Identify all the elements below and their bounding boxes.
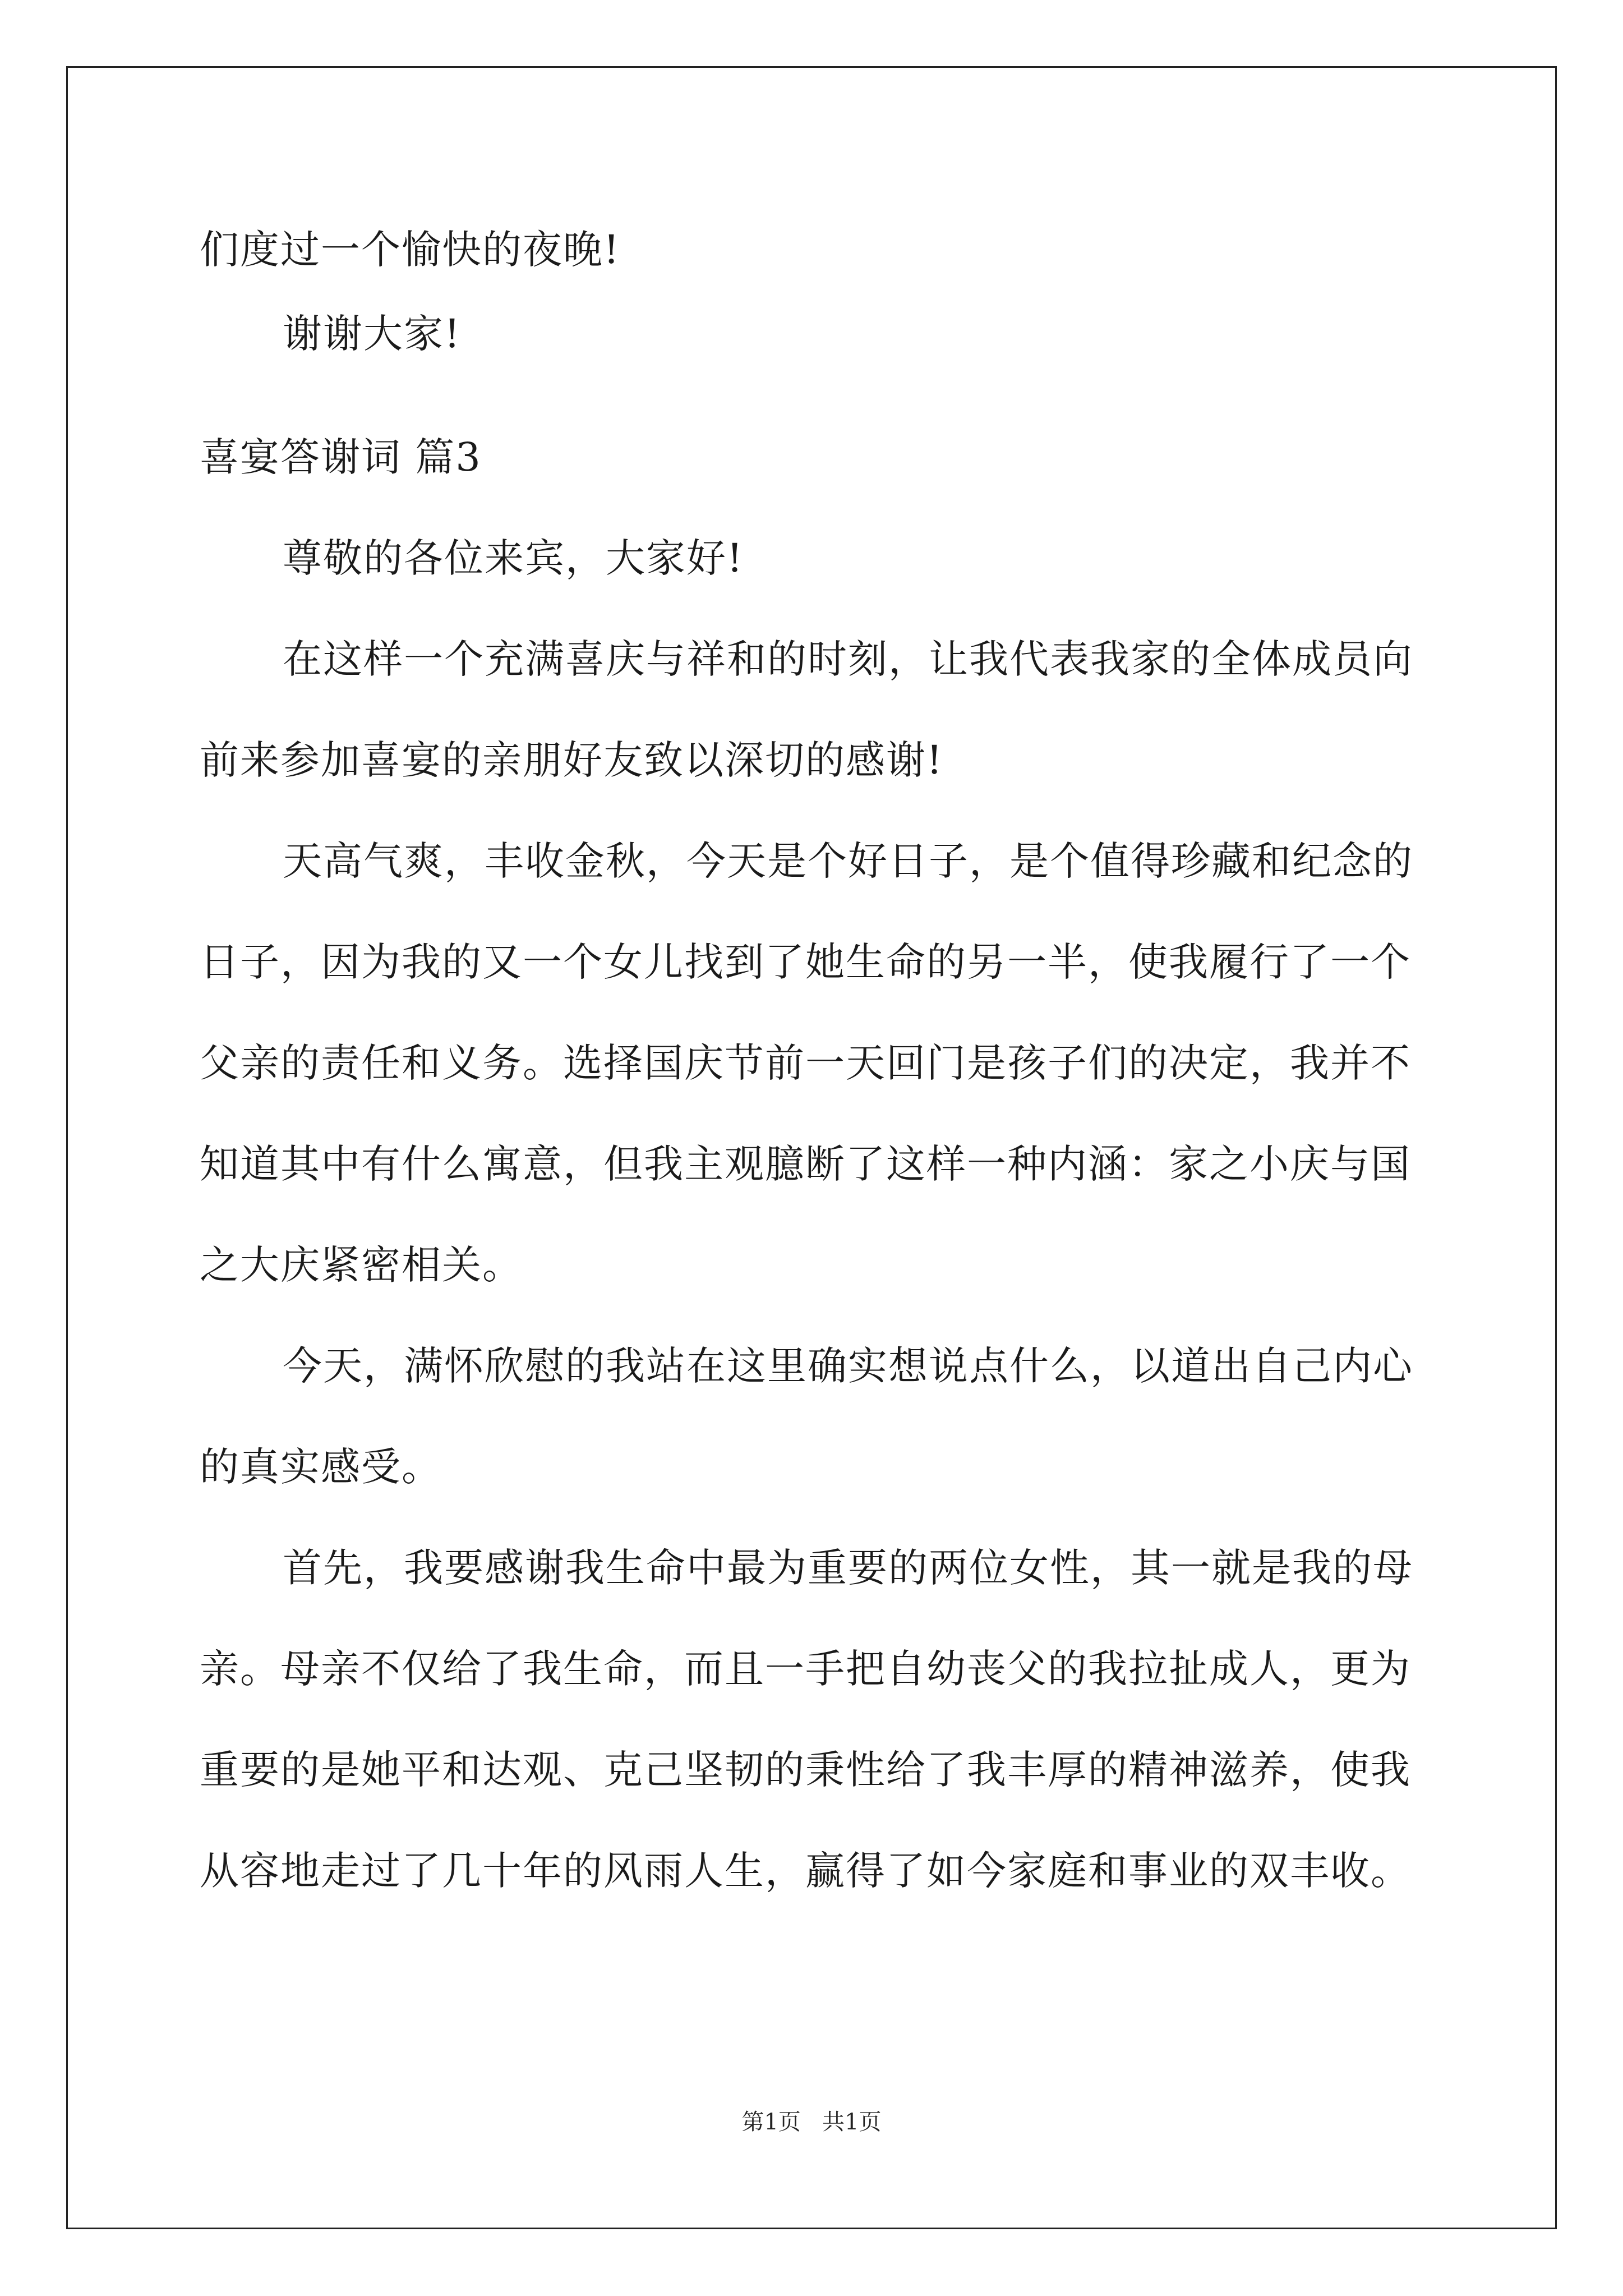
text-line-13: 的真实感受。: [200, 1444, 442, 1490]
text-line-1: 们度过一个愉快的夜晚!: [200, 227, 621, 273]
text-line-8: 日子，因为我的又一个女儿找到了她生命的另一半，使我履行了一个: [200, 939, 1411, 985]
text-line-6: 前来参加喜宴的亲朋好友致以深切的感谢!: [200, 737, 944, 783]
text-line-9: 父亲的责任和义务。选择国庆节前一天回门是孩子们的决定，我并不: [200, 1040, 1411, 1086]
text-line-7: 天高气爽，丰收金秋，今天是个好日子，是个值得珍藏和纪念的: [283, 838, 1413, 884]
text-line-11: 之大庆紧密相关。: [200, 1242, 523, 1288]
text-line-14: 首先，我要感谢我生命中最为重要的两位女性，其一就是我的母: [283, 1545, 1413, 1591]
text-line-16: 重要的是她平和达观、克己坚韧的秉性给了我丰厚的精神滋养，使我: [200, 1747, 1411, 1793]
section-heading: 喜宴答谢词 篇3: [200, 434, 482, 480]
text-line-10: 知道其中有什么寓意，但我主观臆断了这样一种内涵：家之小庆与国: [200, 1141, 1411, 1187]
text-line-4: 尊敬的各位来宾，大家好!: [283, 535, 744, 581]
text-line-17: 从容地走过了几十年的风雨人生，赢得了如今家庭和事业的双丰收。: [200, 1848, 1411, 1894]
text-line-15: 亲。母亲不仅给了我生命，而且一手把自幼丧父的我拉扯成人，更为: [200, 1646, 1411, 1692]
text-line-12: 今天，满怀欣慰的我站在这里确实想说点什么，以道出自己内心: [283, 1343, 1413, 1389]
text-line-2: 谢谢大家!: [283, 311, 462, 357]
page-number-footer: 第1页 共1页: [741, 2109, 882, 2135]
text-line-5: 在这样一个充满喜庆与祥和的时刻，让我代表我家的全体成员向: [283, 636, 1413, 682]
